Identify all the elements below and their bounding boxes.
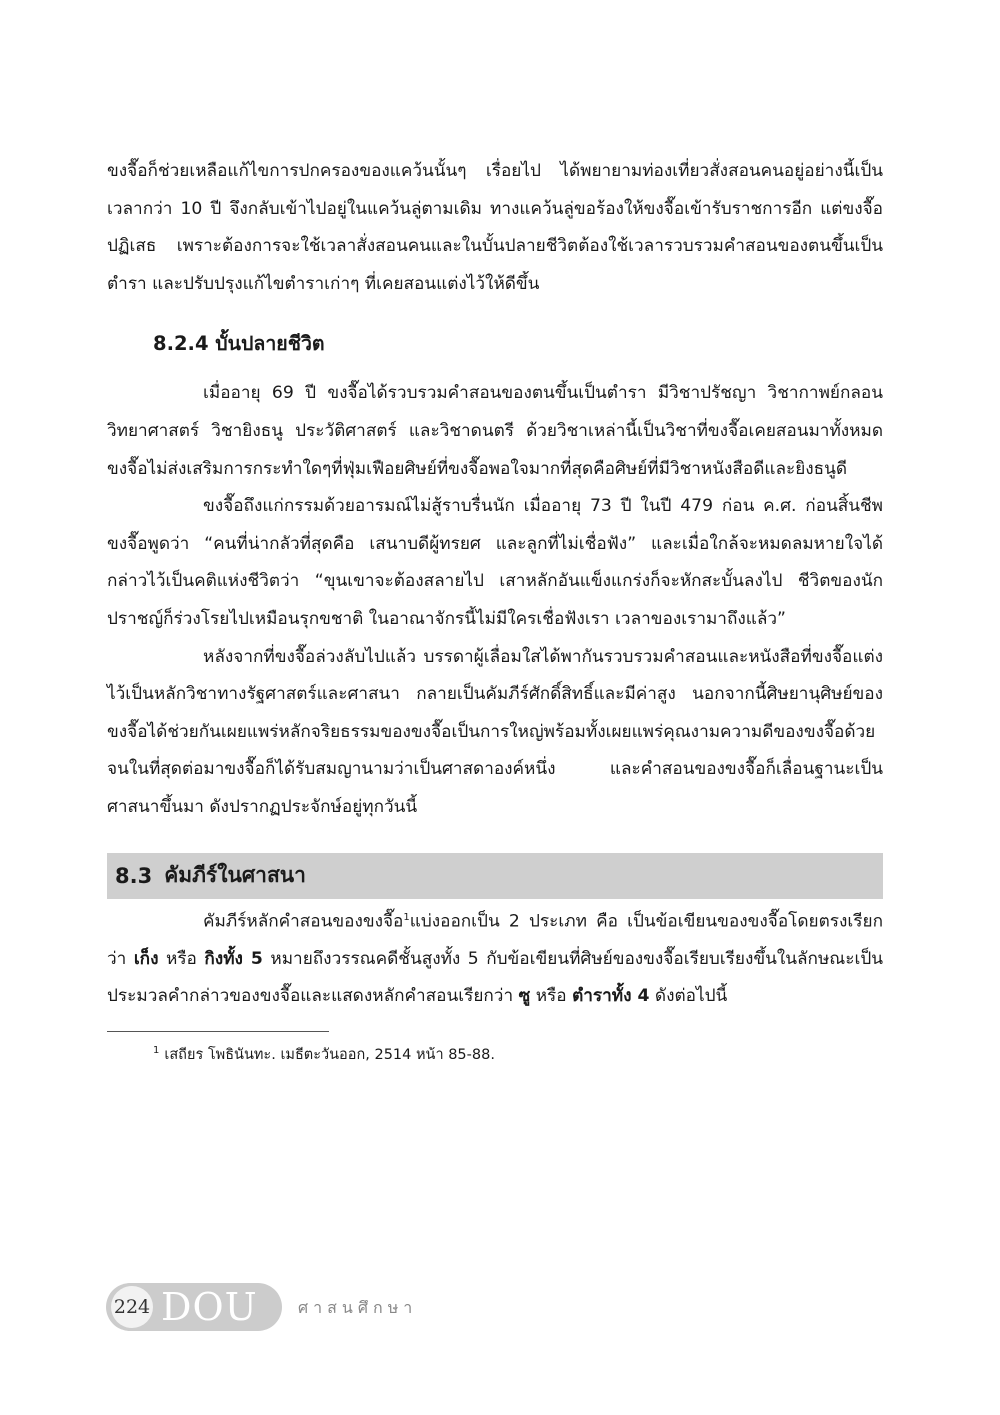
bold-term: เก็ง: [133, 948, 159, 969]
footer-badge: [106, 1283, 282, 1331]
text-run: แบ่งออกเป็น 2 ประเภท คือ เป็นข้อเขียนของขงจื๊อโดยตรงเรียกว่า: [107, 911, 883, 969]
section-number: 8.3: [115, 863, 153, 888]
book-title: ศาสนศึกษา: [298, 1298, 418, 1317]
intro-paragraph: ขงจื๊อก็ช่วยเหลือแก้ไขการปกครองของแคว้นนั้นๆ เรื่อยไป ได้พยายามท่องเที่ยวสั่งสอนคนอยู่อย่างนี้เป็นเวลากว่า 10 ปี จึงกลับเข้าไปอยู่ในแคว้นลู่ตามเดิม ทางแคว้นลู่ขอร้องให้ขงจื๊อเข้ารับราชการอีก แต่ขงจื๊อปฏิเสธ เพราะต้องการจะใช้เวลาสั่งสอนคนและในบั้นปลายชีวิตต้องใช้เวลารวบรวมคำสอนของตนขึ้นเป็นตำรา และปรับปรุงแก้ไขตำราเก่าๆ ที่เคยสอนแต่งไว้ให้ดีขึ้น: [107, 161, 883, 294]
footnote-reference[interactable]: 1: [403, 911, 410, 923]
section-paragraph: [107, 899, 883, 1017]
text-run: ดังต่อไปนี้: [649, 986, 728, 1007]
bold-term: กิงทั้ง 5: [204, 948, 263, 969]
text-run: คัมภีร์หลักคำสอนของขงจื๊อ: [203, 911, 404, 932]
section-heading-bar: [107, 853, 883, 899]
paragraph-3: หลังจากที่ขงจื๊อล่วงลับไปแล้ว บรรดาผู้เลื่อมใสได้พากันรวบรวมคำสอนและหนังสือที่ขงจื๊อแต่งไว้เป็นหลักวิชาทางรัฐศาสตร์และศาสนา กลายเป็นคัมภีร์ศักดิ์สิทธิ์และมีค่าสูง นอกจากนี้ศิษยานุศิษย์ของขงจื๊อได้ช่วยกันเผยแพร่หลักจริยธรรมของขงจื๊อเป็นการใหญ่พร้อมทั้งเผยแพร่คุณงามความดีของขงจื๊อด้วย จนในที่สุดต่อมาขงจื๊อก็ได้รับสมญานามว่าเป็นศาสดาองค์หนึ่ง และคำสอนของขงจื๊อก็เลื่อนฐานะเป็นศาสนาขึ้นมา ดังปรากฏประจักษ์อยู่ทุกวันนี้: [107, 646, 883, 817]
bold-term: ตำราทั้ง 4: [572, 986, 650, 1007]
page-content: [107, 153, 883, 1070]
section-title: คัมภีร์ในศาสนา: [164, 863, 306, 887]
dou-logo: DOU: [161, 1285, 258, 1329]
footnote-text: เสถียร โพธินันทะ. เมธีตะวันออก, 2514 หน้า 85-88.: [164, 1046, 495, 1063]
text-run: หรือ: [530, 986, 573, 1007]
footnote-marker: 1: [153, 1045, 160, 1057]
page-number: 224: [111, 1286, 153, 1328]
text-run: หมายถึงวรรณคดีชั้นสูงทั้ง 5 กับข้อเขียนที่ศิษย์ของขงจื๊อเรียบเรียงขึ้นในลักษณะเป็นประมวลคำกล่าวของขงจื๊อและแสดงหลักคำสอนเรียกว่า: [107, 948, 883, 1007]
subsection-heading: 8.2.4 บั้นปลายชีวิต: [153, 332, 325, 356]
paragraph-1: เมื่ออายุ 69 ปี ขงจื๊อได้รวบรวมคำสอนของตนขึ้นเป็นตำรา มีวิชาปรัชญา วิชากาพย์กลอน วิทยาศาสตร์ วิชายิงธนู ประวัติศาสตร์ และวิชาดนตรี ด้วยวิชาเหล่านี้เป็นวิชาที่ขงจื๊อเคยสอนมาทั้งหมดขงจื๊อไม่ส่งเสริมการกระทำใดๆที่ฟุ่มเฟือยศิษย์ที่ขงจื๊อพอใจมากที่สุดคือศิษย์ที่มีวิชาหนังสือดีและยิงธนูดี: [107, 383, 883, 479]
text-run: หรือ: [158, 948, 205, 969]
paragraph-2: ขงจื๊อถึงแก่กรรมด้วยอารมณ์ไม่สู้ราบรื่นนัก เมื่ออายุ 73 ปี ในปี 479 ก่อน ค.ศ. ก่อนสิ้นชีพขงจื๊อพูดว่า “คนที่น่ากลัวที่สุดคือ เสนาบดีผู้ทรยศ และลูกที่ไม่เชื่อฟัง” และเมื่อใกล้จะหมดลมหายใจได้กล่าวไว้เป็นคติแห่งชีวิตว่า “ขุนเขาจะต้องสลายไป เสาหลักอันแข็งแกร่งก็จะหักสะบั้นลงไป ชีวิตของนักปราชญ์ก็ร่วงโรยไปเหมือนรุกขชาติ ในอาณาจักรนี้ไม่มีใครเชื่อฟังเรา เวลาของเรามาถึงแล้ว”: [107, 496, 883, 629]
bold-term: ซู: [518, 986, 531, 1007]
footnote-divider: [107, 1031, 329, 1032]
footnote: [153, 1036, 883, 1070]
